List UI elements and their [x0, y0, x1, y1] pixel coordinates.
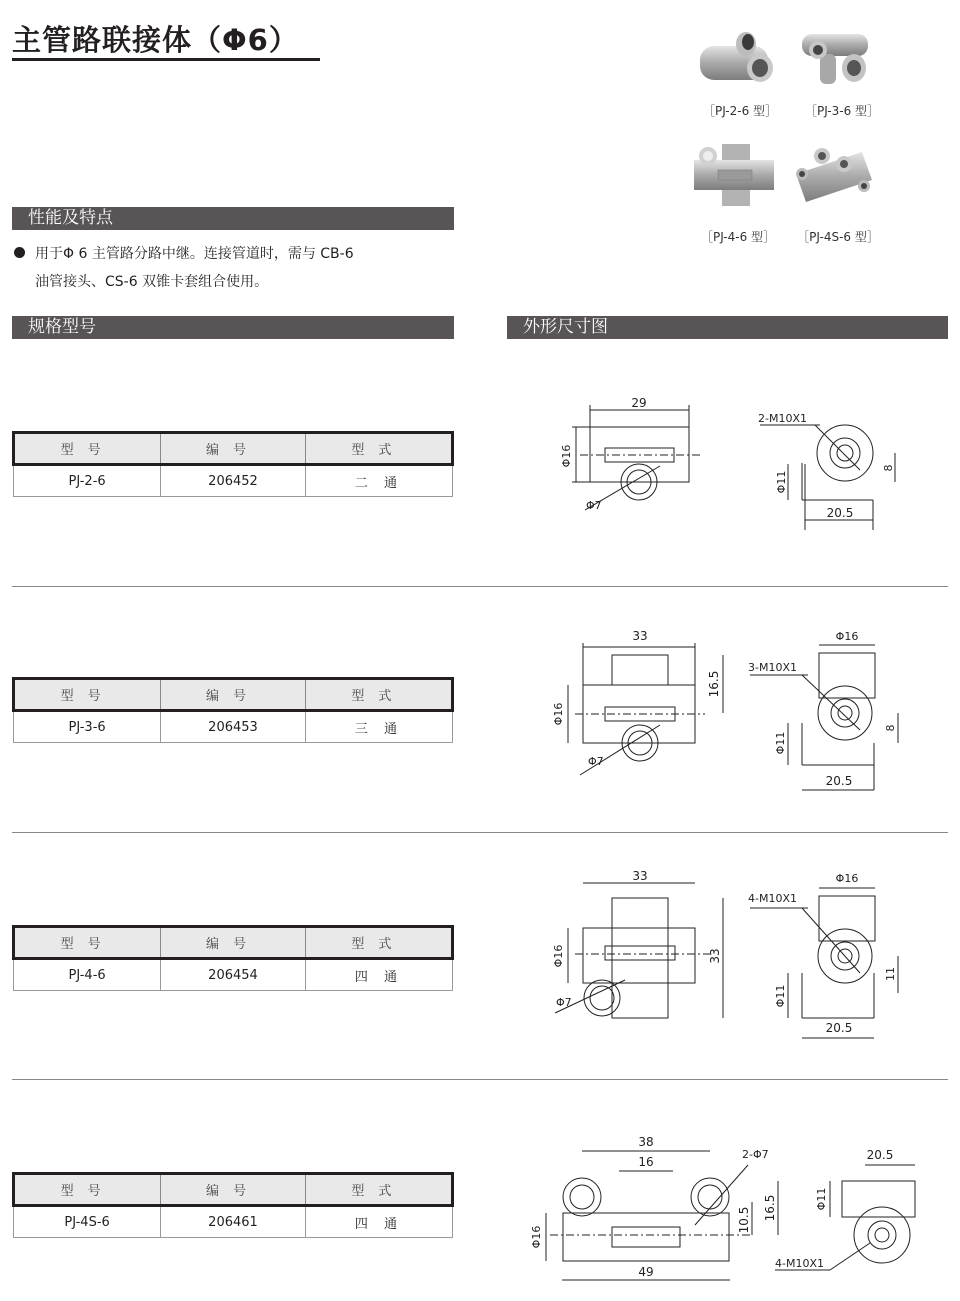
svg-text:Φ16: Φ16 — [530, 1225, 543, 1249]
svg-text:33: 33 — [708, 948, 722, 964]
spec-table-pj-4s-6: 型号 编号 型式 PJ-4S-6 206461 四 通 — [12, 1172, 454, 1238]
svg-text:4-M10X1: 4-M10X1 — [775, 1257, 824, 1270]
spec-heading: 规格型号 — [12, 316, 454, 339]
spec-table-pj-3-6: 型号 编号 型式 PJ-3-6 206453 三 通 — [12, 677, 454, 743]
svg-text:2-Φ7: 2-Φ7 — [742, 1148, 769, 1161]
svg-text:Φ11: Φ11 — [774, 984, 787, 1008]
pj-4s-6-photo — [792, 144, 872, 206]
svg-text:20.5: 20.5 — [826, 506, 854, 520]
svg-text:33: 33 — [632, 629, 648, 643]
svg-text:20.5: 20.5 — [825, 1021, 853, 1035]
col-code: 编号 — [161, 433, 306, 465]
page-title: 主管路联接体（Φ6） — [12, 22, 320, 61]
product-photos — [690, 28, 890, 248]
bullet-icon — [14, 247, 25, 258]
svg-text:8: 8 — [884, 724, 897, 732]
svg-text:Φ11: Φ11 — [774, 731, 787, 755]
col-type: 型式 — [305, 433, 452, 465]
svg-text:Φ7: Φ7 — [586, 499, 602, 512]
drawing-pj-2-6 — [540, 380, 950, 550]
photo-caption: ［PJ-2-6 型］ — [702, 104, 778, 118]
svg-text:10.5: 10.5 — [737, 1206, 751, 1234]
divider — [12, 832, 948, 833]
photo-caption: ［PJ-4S-6 型］ — [797, 230, 879, 244]
drawing-heading: 外形尺寸图 — [507, 316, 948, 339]
drawing-pj-4-6 — [540, 868, 950, 1048]
features-text: 用于Φ 6 主管路分路中继。连接管道时，需与 CB-6 油管接头、CS-6 双锥卡套组合使用。 — [14, 240, 454, 296]
svg-text:3-M10X1: 3-M10X1 — [748, 661, 797, 674]
pj-3-6-photo — [798, 28, 878, 90]
svg-text:20.5: 20.5 — [866, 1148, 894, 1162]
photo-caption: ［PJ-3-6 型］ — [804, 104, 880, 118]
table-row: PJ-2-6 206452 二 通 — [14, 465, 453, 497]
drawing-pj-3-6 — [540, 625, 950, 805]
svg-text:11: 11 — [884, 967, 897, 981]
divider — [12, 1079, 948, 1080]
pj-4-6-photo — [694, 144, 774, 206]
svg-text:4-M10X1: 4-M10X1 — [748, 892, 797, 905]
svg-text:Φ16: Φ16 — [560, 444, 573, 468]
col-model: 型号 — [14, 433, 161, 465]
table-row: PJ-4-6 206454 四 通 — [14, 959, 453, 991]
pj-2-6-photo — [696, 28, 776, 90]
svg-text:Φ7: Φ7 — [588, 755, 604, 768]
spec-table-pj-2-6 — [12, 431, 454, 497]
table-row: PJ-4S-6 206461 四 通 — [14, 1206, 453, 1238]
svg-text:29: 29 — [631, 396, 647, 410]
svg-text:33: 33 — [632, 869, 648, 883]
svg-text:8: 8 — [882, 464, 895, 472]
svg-text:49: 49 — [638, 1265, 654, 1279]
svg-text:Φ16: Φ16 — [835, 630, 859, 643]
svg-text:Φ16: Φ16 — [552, 702, 565, 726]
svg-text:16: 16 — [638, 1155, 654, 1169]
table-row: PJ-3-6 206453 三 通 — [14, 711, 453, 743]
svg-text:Φ16: Φ16 — [835, 872, 859, 885]
spec-table-pj-4-6: 型号 编号 型式 PJ-4-6 206454 四 通 — [12, 925, 454, 991]
svg-text:Φ11: Φ11 — [775, 470, 788, 494]
svg-text:2-M10X1: 2-M10X1 — [758, 412, 807, 425]
svg-text:16.5: 16.5 — [707, 670, 721, 698]
drawing-pj-4s-6 — [520, 1125, 950, 1301]
photo-caption: ［PJ-4-6 型］ — [700, 230, 776, 244]
svg-text:20.5: 20.5 — [825, 774, 853, 788]
features-heading: 性能及特点 — [12, 207, 454, 230]
divider — [12, 586, 948, 587]
svg-text:Φ16: Φ16 — [552, 944, 565, 968]
svg-text:Φ11: Φ11 — [815, 1187, 828, 1211]
svg-text:16.5: 16.5 — [763, 1194, 777, 1222]
svg-text:38: 38 — [638, 1135, 654, 1149]
svg-text:Φ7: Φ7 — [556, 996, 572, 1009]
